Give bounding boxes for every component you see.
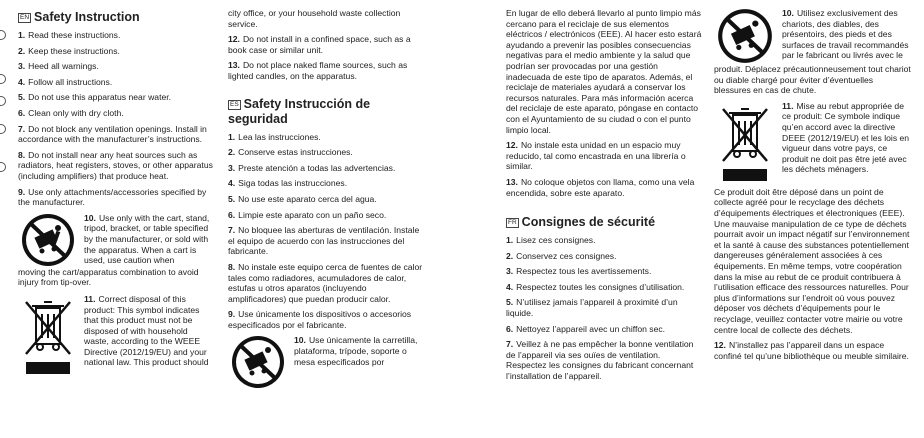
section-title-english [18,10,214,25]
list-item: 3. Preste atención a todas las advertencias. [228,162,396,173]
weee-crossed-bin-icon [18,294,78,380]
section-title-french [506,215,702,230]
section-title-text: Safety Instruction [34,10,140,24]
column-spanish [228,8,424,389]
list-item: 11. Correct disposal of this product: This symbol indicates that this product must not be disposed of with household waste, according to the WEEE Directive (2012/19/EU) and your national law. This product should [84,293,209,368]
cart-warning-block [228,335,424,389]
language-badge: EN [20,14,30,21]
list-item: 5. Do not use this apparatus near water. [18,92,172,103]
list-item: 9. Use only attachments/accessories specified by the manufacturer. [18,186,207,208]
cart-tipover-warning-icon [228,335,288,389]
list-item: 10. Use only with the cart, stand, tripod, bracket, or table specified by the manufacturer, or sold with the apparatus. When a cart is used, use caution when [84,212,210,266]
paragraph-continuation: city office, or your household waste collection service. [228,8,401,29]
list-item: 9. Use únicamente los dispositivos o accesorios especificados por el fabricante. [228,309,412,330]
list-item: 6. Limpie este aparato con un paño seco. [228,209,387,220]
language-badge: ES [230,100,239,108]
list-item: 1. Lisez ces consignes. [506,235,596,246]
list-item: 2. Conservez ces consignes. [506,250,617,261]
binding-hole [0,162,6,172]
paragraph-continuation: En lugar de ello deberá llevarlo al punto limpio más cercano para el reciclaje de sus elementos eléctricos / electrónicos (EEE). Al hacer esto estará ayudando a prevenir las posibles consecuencias negativas para el medio ambiente y la salud que podrían ser provocadas por una gestión inadecuada de este tipo de aparatos. Además, el reciclaje de materiales ayudará a conservar los recursos naturales. Para más información acerca del reciclaje de este aparato, póngase en contacto con el Ayuntamiento de su ciudad o con el punto limpio local. [506,8,702,135]
list-item: 12. Do not install in a confined space, such as a book case or similar unit. [228,34,411,55]
list-item: 2. Keep these instructions. [18,45,120,56]
list-item: 8. Do not install near any heat sources such as radiators, heat registers, stoves, or other apparatus (including amplifiers) that produce heat. [18,149,213,181]
list-item: 5. N’utilisez jamais l’appareil à proximité d’un liquide. [506,297,678,319]
weee-crossed-bin-icon [714,101,776,187]
list-item: 12. N’installez pas l’appareil dans un espace confiné tel qu’une bibliothèque ou meuble similaire. [714,340,909,361]
column-english [18,8,214,380]
list-item: 3. Heed all warnings. [18,61,99,72]
list-item: 12. No instale esta unidad en un espacio muy reducido, tal como encastrada en una librería o similar. [506,140,686,172]
list-item: 3. Respectez tous les avertissements. [506,266,652,277]
paragraph-continuation: moving the cart/apparatus combination to avoid injury from tip-over. [18,266,199,288]
section-title-text: Safety Instrucción de seguridad [228,96,371,126]
list-item: 2. Conserve estas instrucciones. [228,147,353,158]
column-spanish-french [506,8,702,387]
binding-hole [0,124,6,134]
list-item: 5. No use este aparato cerca del agua. [228,193,377,204]
list-item: 4. Follow all instructions. [18,76,113,87]
list-item: 6. Nettoyez l’appareil avec un chiffon sec. [506,323,666,334]
list-item: 4. Siga todas las instrucciones. [228,178,348,189]
list-item: 13. No coloque objetos con llama, como una vela encendida, sobre este aparato. [506,176,695,198]
list-item: 11. Mise au rebut appropriée de ce produit: Ce symbole indique qu’en accord avec la directive DEEE (2012/19/EU) et les lois en vigueur dans votre pays, ce produit ne doit pas être jeté avec les déchets ménagers. [782,100,910,175]
binding-hole [0,96,6,106]
cart-warning-block [18,213,214,267]
list-item: 1. Read these instructions. [18,30,121,40]
column-french [714,8,912,366]
weee-block [18,294,214,380]
list-item: 1. Lea las instrucciones. [228,131,321,142]
weee-block [714,101,912,187]
list-item: 7. Veillez à ne pas empêcher la bonne ventilation de l’appareil via ses ouïes de ventilation. Respectez les consignes du fabricant concernant l’installation de l’appareil. [506,339,694,382]
list-item: 7. No bloquee las aberturas de ventilación. Instale el equipo de acuerdo con las instrucciones del fabricante. [228,225,420,257]
section-title-spanish [228,97,424,127]
cart-warning-block [714,8,912,64]
paragraph-continuation: produit. Déplacez précautionneusement tout chariot ou diable chargé pour éviter d’éventuelles blessures en cas de chute. [714,64,911,96]
list-item: 8. No instale este equipo cerca de fuentes de calor tales como radiadores, acumuladores de calor, estufas u otros aparatos (incluyendo amplificadores) que puedan producir calor. [228,261,423,304]
language-badge: FR [508,219,517,227]
cart-tipover-warning-icon [18,213,78,267]
cart-tipover-warning-icon [714,8,776,64]
list-item: 7. Do not block any ventilation openings. Install in accordance with the manufacturer’s instructions. [18,123,207,145]
list-item: 13. Do not place naked flame sources, such as lighted candles, on the apparatus. [228,60,408,81]
list-item: 4. Respectez toutes les consignes d’utilisation. [506,281,685,292]
binding-hole [0,30,6,40]
list-item: 6. Clean only with dry cloth. [18,107,124,118]
binding-hole [0,74,6,84]
section-title-text: Consignes de sécurité [521,215,656,230]
paragraph-continuation: Ce produit doit être déposé dans un point de collecte agréé pour le recyclage des déchets d’équipements électriques et électroniques (EEE). Une mauvaise manipulation de ce type de déchets pourrait avoir un impact négatif sur l’environnement et la santé à cause des substances potentiellement dangereuses généralement associées à ces équipements. En même temps, votre coopération dans la mise au rebut de ce produit contribuera à l’utilisation efficace des ressources naturelles. Pour plus d’informations sur l’endroit où vous pouvez déposer vos déchets d’équipements pour le recyclage, veuillez contacter votre mairie ou votre centre local de collecte des déchets. [714,186,910,335]
list-item: 10. Utilisez exclusivement des chariots, des diables, des présentoirs, des pieds et des surfaces de travail recommandés par le fabricant ou livrés avec le [782,8,909,61]
list-item: 10. Use únicamente la carretilla, plataforma, trípode, soporte o mesa especificados por [294,335,418,367]
